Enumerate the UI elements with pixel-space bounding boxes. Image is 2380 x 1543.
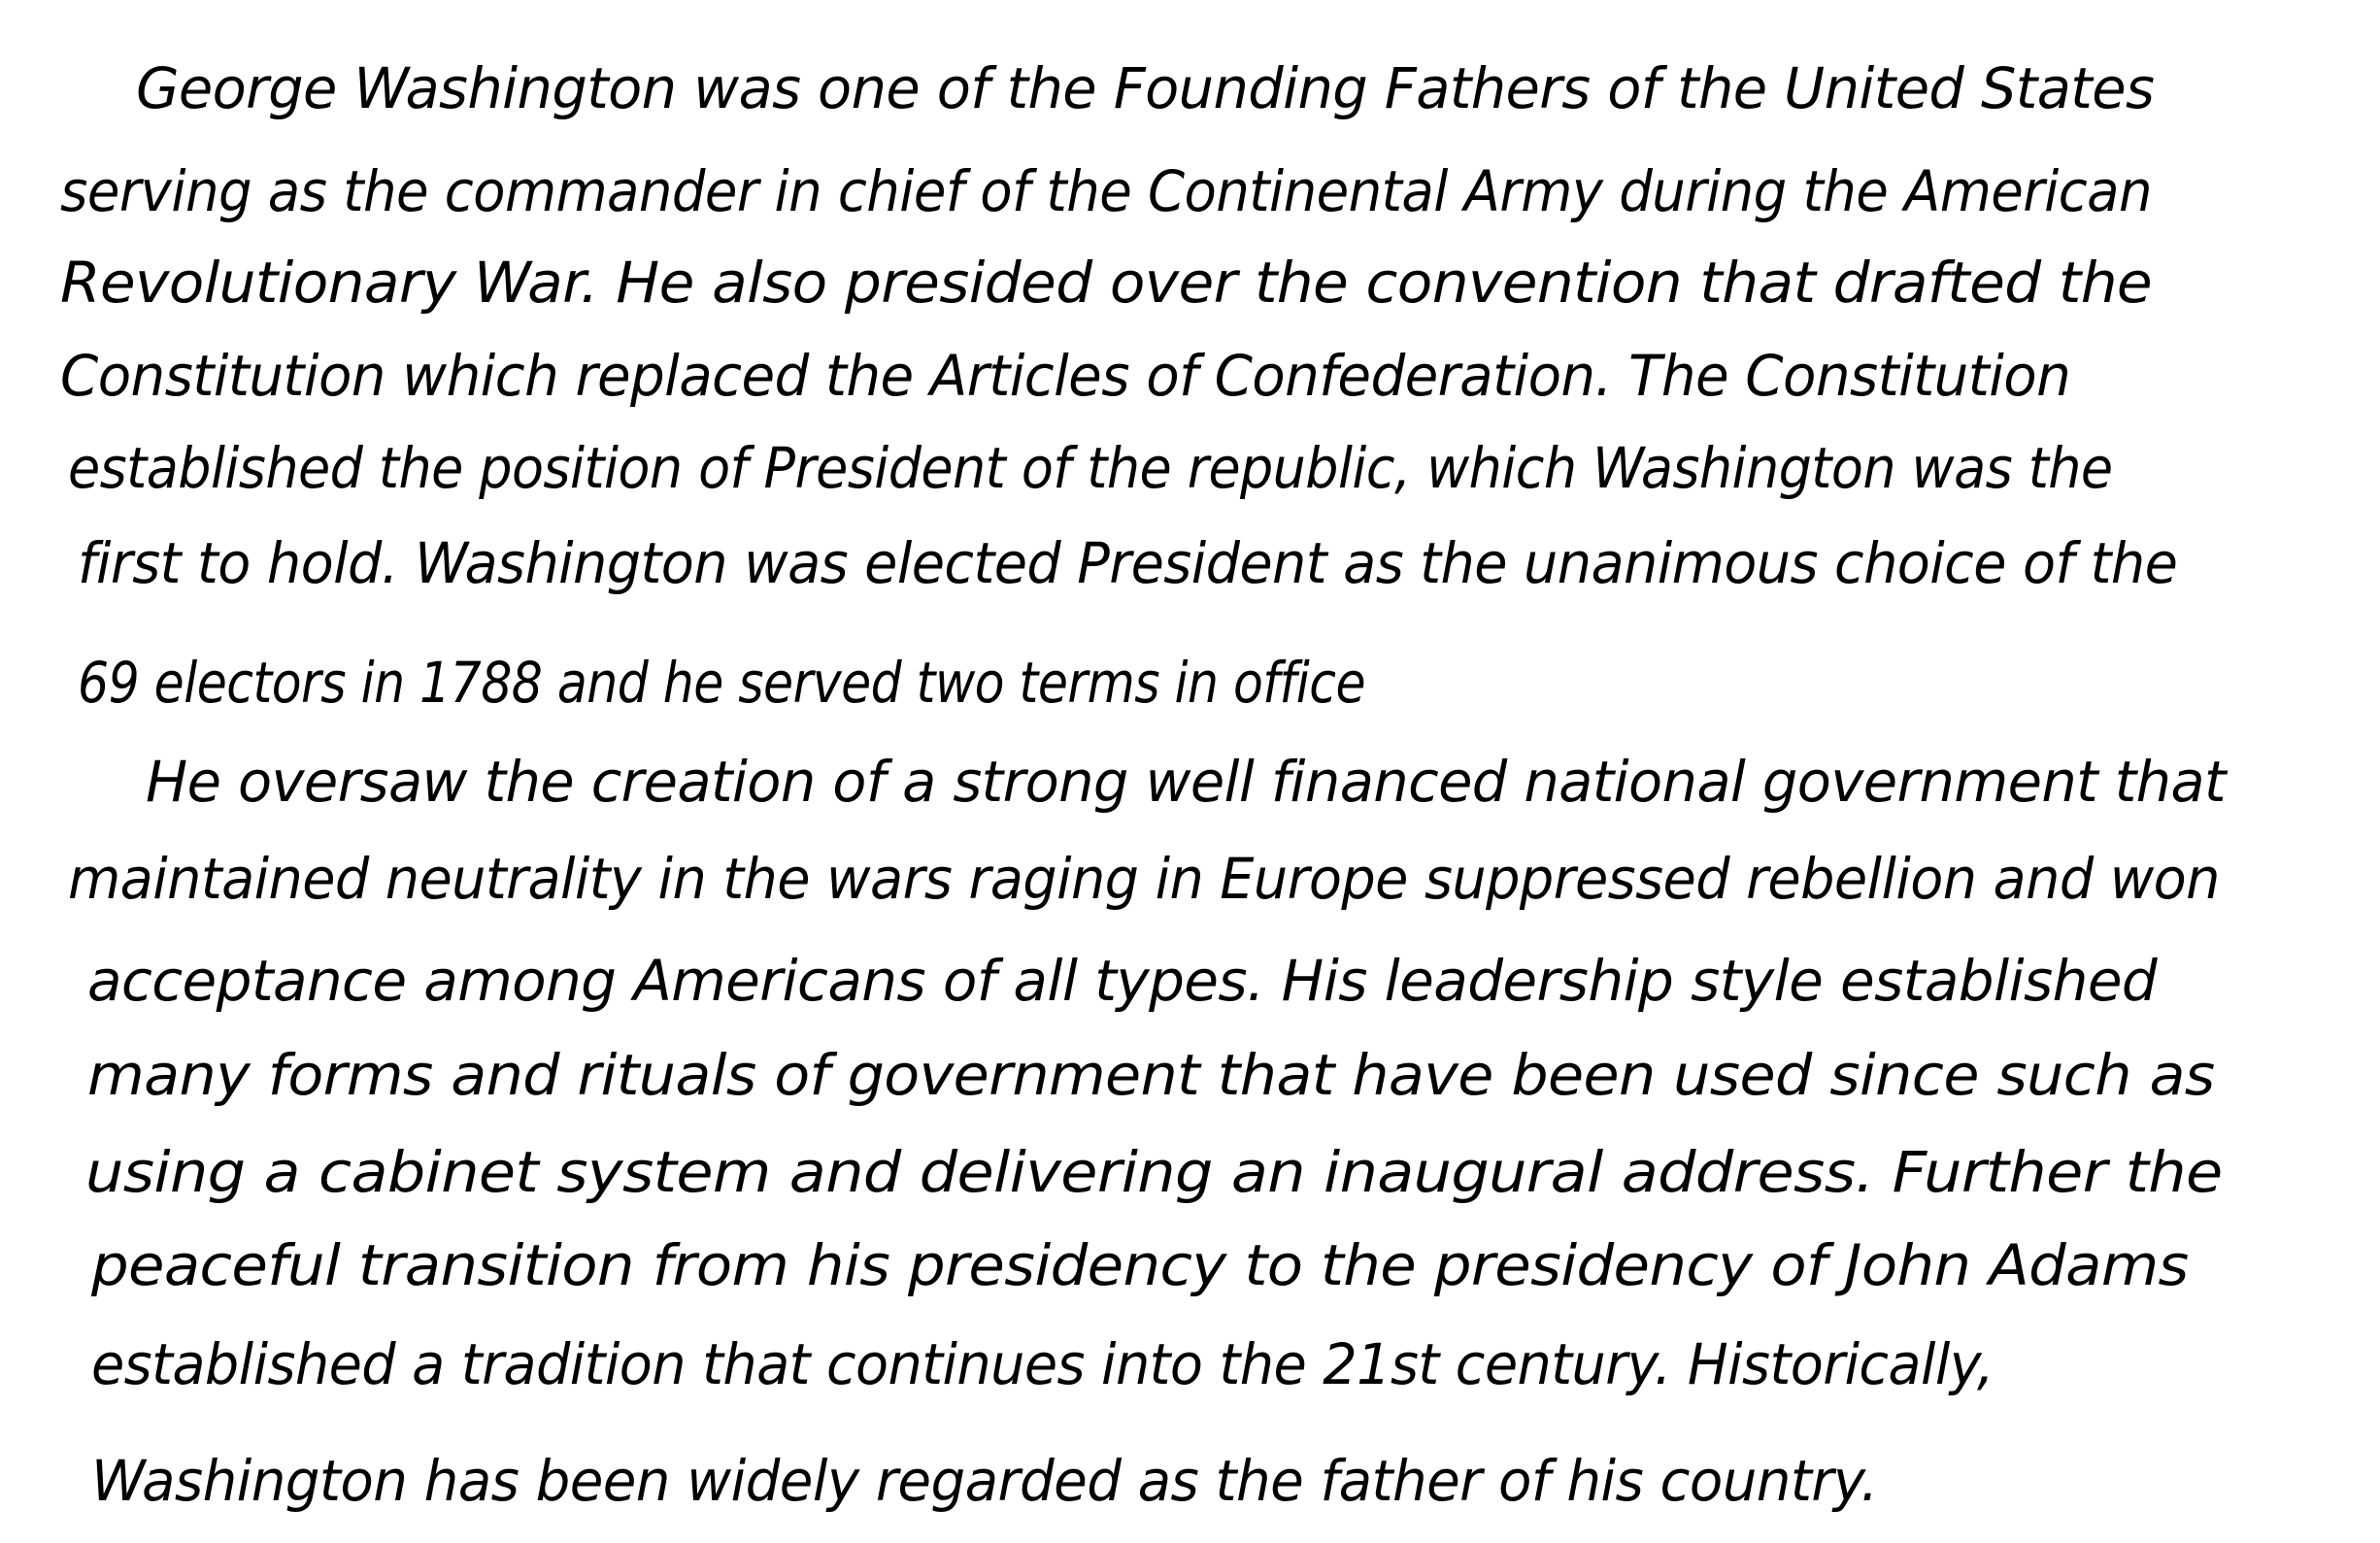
text-line: Constitution which replaced the Articles of Confederation. The Constitution: [60, 343, 2071, 409]
text-line: maintained neutrality in the wars raging in Europe suppressed rebellion and won: [68, 846, 2220, 912]
text-line: many forms and rituals of government that have been used since such as: [87, 1042, 2215, 1108]
text-line: first to hold. Washington was elected President as the unanimous choice of the: [78, 530, 2178, 596]
text-line: serving as the commander in chief of the Continental Army during the American: [60, 158, 2152, 224]
text-line: peaceful transition from his presidency to the presidency of John Adams: [91, 1232, 2189, 1298]
text-line: using a cabinet system and delivering an inaugural address. Further the: [85, 1139, 2223, 1205]
text-line: acceptance among Americans of all types. His leadership style established: [87, 948, 2158, 1014]
text-line: established a tradition that continues into the 21st century. Historically,: [91, 1331, 1994, 1397]
text-line: 69 electors in 1788 and he served two terms in office: [78, 650, 1366, 716]
text-line: established the position of President of the republic, which Washington was the: [68, 435, 2113, 501]
text-line: George Washington was one of the Founding Fathers of the United States: [136, 55, 2155, 121]
text-line: Revolutionary War. He also presided over the convention that drafted the: [60, 250, 2153, 316]
text-line: Washington has been widely regarded as the father of his country.: [91, 1448, 1878, 1514]
text-line: He oversaw the creation of a strong well financed national government that: [146, 749, 2226, 815]
